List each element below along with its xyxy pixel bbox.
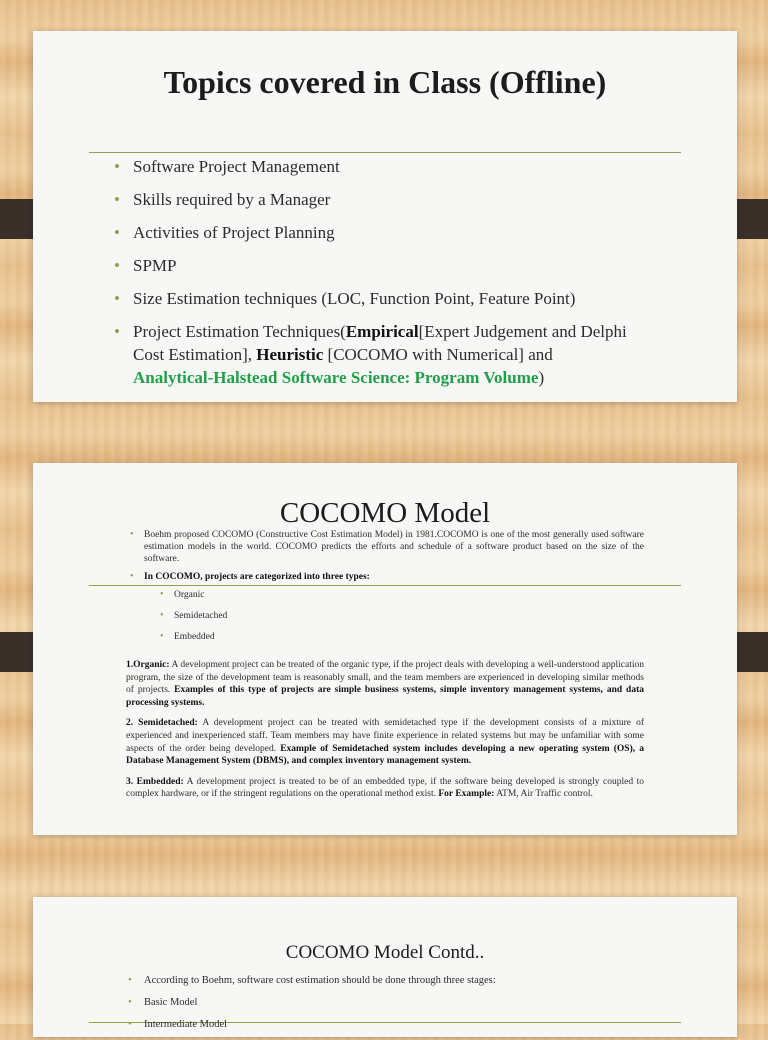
bold-text: Empirical — [345, 322, 419, 341]
list-item: • Size Estimation techniques (LOC, Function Point, Feature Point) — [133, 287, 633, 310]
organic-paragraph — [126, 659, 644, 709]
embedded-paragraph — [126, 776, 644, 801]
list-item: • Skills required by a Manager — [133, 188, 633, 211]
list-item: • SPMP — [133, 254, 633, 277]
list-item — [133, 320, 633, 389]
bold-text: 2. Semidetached: — [126, 718, 198, 729]
semidetached-paragraph — [126, 717, 644, 767]
list-item — [144, 571, 644, 583]
list-item: • Software Project Management — [133, 155, 633, 178]
text: A development project can be treated of the organic type, if the project deals with developing a well-understood application program, the size of the development team is reasonably small, and the team members are experienced in developing similar methods of projects. — [126, 660, 644, 696]
text: ) — [538, 368, 545, 387]
bold-text: Examples of this type of projects are simple business systems, simple inventory management systems, and data processing systems. — [126, 685, 644, 708]
text: A development project can be treated with semidetached type if the development consists of a mixture of experienced and inexperienced staff. Team members may have finite experience in related systems but may be unfamiliar with some aspects of the order being developed. — [126, 718, 644, 754]
list-item: • Embedded — [174, 631, 644, 643]
cocomo-list — [144, 529, 644, 652]
text: [COCOMO with Numerical] and — [323, 345, 553, 364]
slide-title: Topics covered in Class (Offline) — [163, 64, 607, 100]
list-item: • Basic Model — [144, 996, 664, 1009]
bold-text: Example of Semidetached system includes developing a new operating system (OS), a Database Management System (DBMS), and complex inventory management system. — [126, 743, 644, 767]
list-item: • Semidetached — [174, 610, 644, 622]
slide-title: COCOMO Model — [279, 497, 491, 529]
text: Project Estimation Techniques( — [133, 322, 346, 341]
list-item: • Intermediate Model — [144, 1018, 664, 1031]
text: ATM, Air Traffic control. — [494, 789, 593, 800]
bold-text: In COCOMO, projects are categorized into three types: — [144, 572, 370, 582]
bold-text: 3. Embedded: — [126, 776, 184, 787]
list-item: • Boehm proposed COCOMO (Constructive Cost Estimation Model) in 1981.COCOMO is one of the most generally used software estimation models in the world. COCOMO predicts the efforts and schedule of a software product based on the size of the software. — [144, 529, 644, 565]
slide-cocomo-contd — [33, 897, 737, 1037]
topics-list — [133, 155, 633, 399]
list-item: • Activities of Project Planning — [133, 221, 633, 244]
text: A development project is treated to be of an embedded type, if the software being developed is strongly coupled to complex hardware, or if the stringent regulations on the operational method exist. — [126, 776, 645, 800]
bold-text: 1.Organic: — [126, 660, 170, 670]
title-divider — [89, 152, 681, 153]
list-item: • According to Boehm, software cost estimation should be done through three stages: — [144, 974, 664, 987]
text: [Expert Judgement and Delphi Cost Estimation], — [133, 322, 627, 364]
slide-title: COCOMO Model Contd.. — [285, 942, 485, 963]
type-descriptions — [126, 659, 644, 809]
list-item: • Organic — [174, 589, 644, 601]
bold-text: For Example: — [438, 789, 495, 800]
bold-text: Heuristic — [256, 345, 324, 364]
highlight-text: Analytical-Halstead Software Science: Program Volume — [133, 368, 539, 387]
slide-cocomo — [33, 463, 737, 835]
stages-list — [144, 974, 664, 1040]
slide-topics — [33, 31, 737, 402]
